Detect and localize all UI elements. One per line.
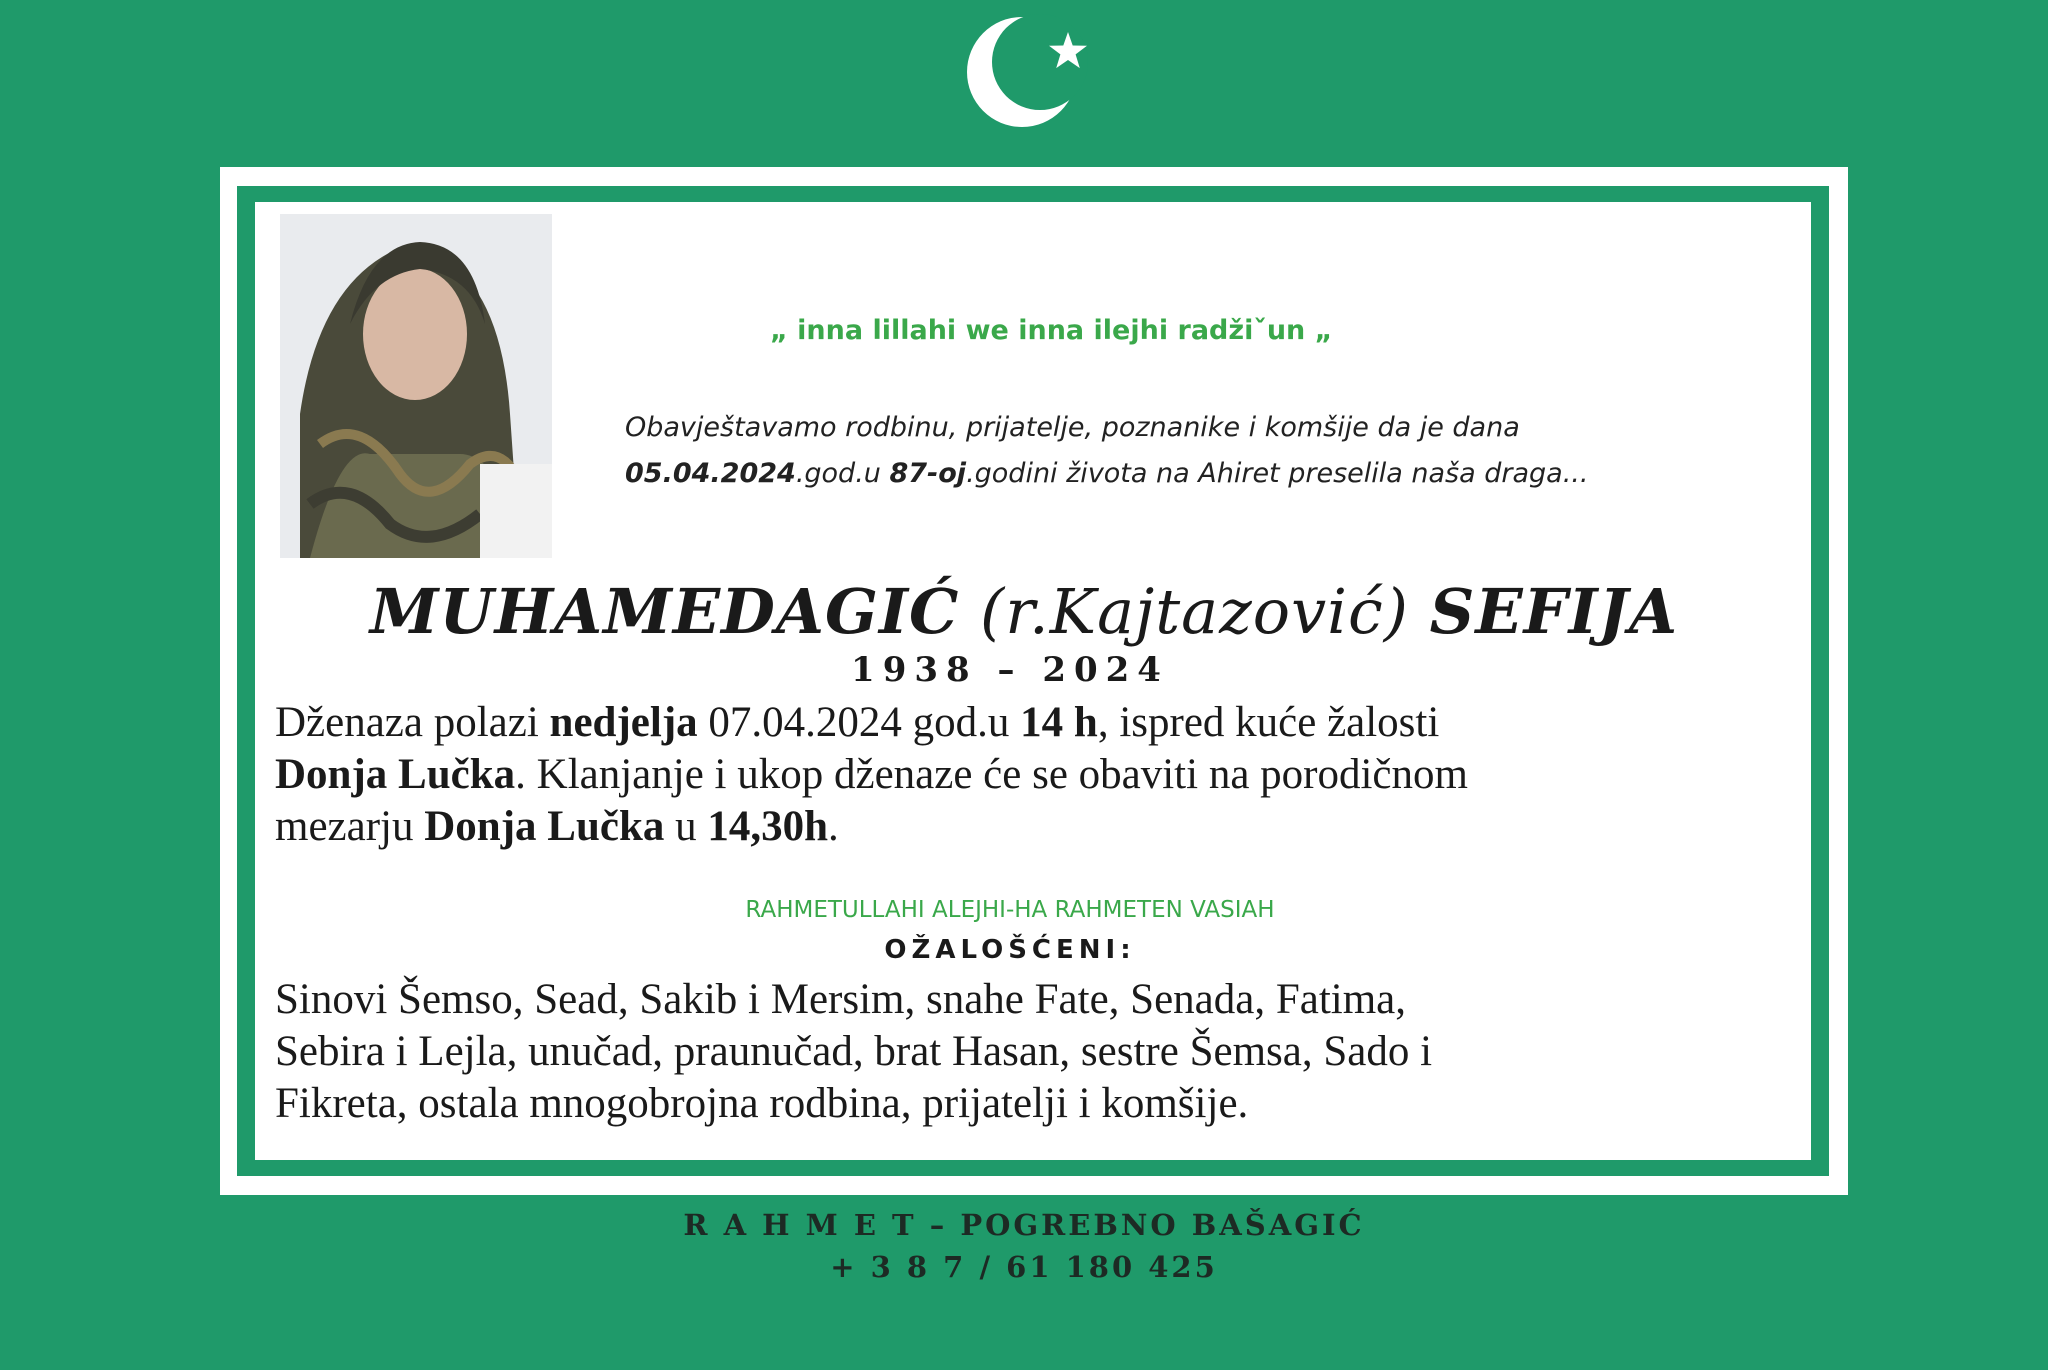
intro-line-2: 05.04.2024.god.u 87-oj.godini života na Ahiret preselila naša draga... xyxy=(625,458,1589,489)
funeral-day: nedjelja xyxy=(549,699,698,746)
mourners-line-3: Fikreta, ostala mnogobrojna rodbina, prijatelji i komšije. xyxy=(275,1080,1249,1127)
prayer-verse: „ inna lillahi we inna ilejhi radžiˇun „ xyxy=(770,315,1333,346)
funeral-place: Donja Lučka xyxy=(275,751,516,798)
deceased-name xyxy=(0,575,2048,648)
company-phone: + 3 8 7 / 61 180 425 xyxy=(830,1250,1218,1284)
crescent-star-icon xyxy=(960,4,1100,144)
mourners-line-1: Sinovi Šemso, Sead, Sakib i Mersim, snahe Fate, Senada, Fatima, xyxy=(275,976,1407,1023)
burial-place: Donja Lučka xyxy=(424,803,665,850)
portrait-photo xyxy=(280,214,552,558)
funeral-line-2: Donja Lučka. Klanjanje i ukop dženaze će se obaviti na porodičnom xyxy=(275,751,1468,798)
intro-line-1: Obavještavamo rodbinu, prijatelje, poznanike i komšije da je dana xyxy=(625,412,1520,443)
mourners-line-2: Sebira i Lejla, unučad, praunučad, brat Hasan, sestre Šemsa, Sado i xyxy=(275,1028,1433,1075)
funeral-line-1: Dženaza polazi nedjelja 07.04.2024 god.u 14 h, ispred kuće žalosti xyxy=(275,699,1440,746)
funeral-company: R A H M E T – POGREBNO BAŠAGIĆ xyxy=(683,1208,1365,1242)
funeral-line-3: mezarju Donja Lučka u 14,30h. xyxy=(275,803,839,850)
age: 87-oj xyxy=(889,458,967,489)
maiden-name: (r.Kajtazović) xyxy=(980,575,1409,648)
funeral-time: 14 h xyxy=(1020,699,1098,746)
surname: MUHAMEDAGIĆ xyxy=(369,575,960,648)
mourners-heading: OŽALOŠĆENI: xyxy=(884,935,1136,965)
life-years: 1938 – 2024 xyxy=(851,650,1169,690)
burial-time: 14,30h xyxy=(707,803,829,850)
given-name: SEFIJA xyxy=(1429,575,1679,648)
blessing-line: RAHMETULLAHI ALEJHI-HA RAHMETEN VASIAH xyxy=(745,897,1275,923)
death-date: 05.04.2024 xyxy=(625,458,796,489)
